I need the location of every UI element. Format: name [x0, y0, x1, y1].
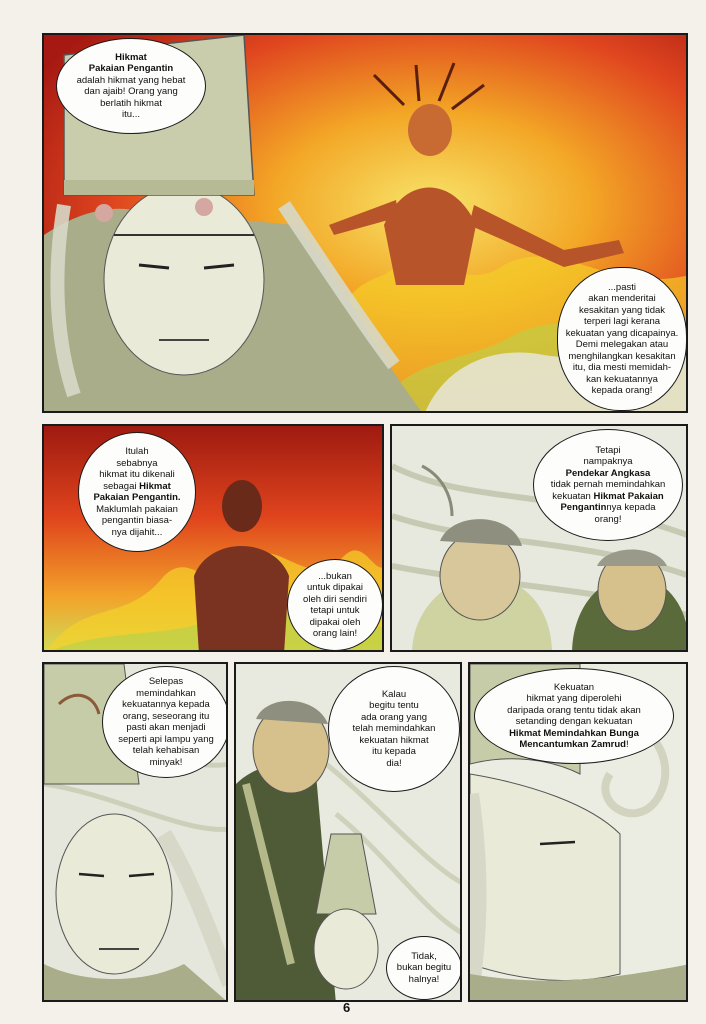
- bubble-text: [103, 481, 171, 493]
- burning-monk-head: [222, 480, 262, 532]
- bubble-text: halnya!: [408, 973, 440, 985]
- bubble-text-bold: Mencantumkan Zamrud: [519, 739, 626, 750]
- bubble-text: minyak!: [149, 756, 183, 768]
- burning-figure-head: [408, 104, 452, 156]
- bubble-text: Kekuatan: [553, 681, 595, 693]
- speech-bubble-p4: [102, 666, 228, 778]
- bubble-text: kekuatannya kepada: [122, 699, 210, 710]
- bubble-text: itu...: [122, 109, 140, 120]
- bubble-text: Tidak,: [411, 950, 437, 962]
- old-man-face-small: [314, 909, 378, 989]
- bubble-text: pasti akan menjadi: [126, 722, 206, 733]
- bubble-text: tidak pernah memindahkan: [550, 479, 666, 491]
- bubble-text: ada orang yang: [360, 711, 428, 723]
- speech-bubble-p3: [533, 429, 683, 541]
- bubble-text: Hikmat: [115, 51, 147, 63]
- bubble-text: Hikmat Memindahkan Bunga: [509, 727, 639, 739]
- bubble-text: terperi lagi kerana: [583, 316, 661, 327]
- bubble-text: Selepas: [148, 676, 184, 687]
- bubble-text: kan kekuatannya: [586, 373, 658, 385]
- panel-3: [390, 424, 688, 652]
- bubble-text: nampaknya: [583, 456, 633, 468]
- bubble-text-part: nya kepada: [606, 502, 656, 514]
- bubble-text: kekuatan hikmat: [359, 734, 429, 746]
- man-left-face: [440, 532, 520, 620]
- bubble-text: akan menderitai: [588, 293, 656, 304]
- bubble-text: seperti api lampu yang: [118, 733, 214, 745]
- speech-bubble-p5-bottom: [386, 936, 462, 1000]
- bubble-text: menghilangkan kesakitan: [568, 350, 676, 362]
- bubble-text: [552, 491, 663, 503]
- bubble-text: hikmat yang diperolehi: [526, 693, 622, 704]
- bubble-text: hikmat itu dikenali: [99, 469, 175, 480]
- bubble-text: nya dijahit...: [111, 526, 163, 538]
- old-man-hair: [470, 794, 478, 994]
- bubble-text: Pendekar Angkasa: [565, 467, 651, 479]
- bubble-text-part: sebagai: [103, 480, 137, 492]
- bubble-text: Kalau: [381, 688, 407, 700]
- bubble-text: Demi melegakan atau: [575, 339, 669, 350]
- bubble-text-bold: Pengantin: [560, 502, 607, 514]
- bubble-text: berlatih hikmat: [100, 97, 162, 109]
- bubble-text: daripada orang tentu tidak akan: [507, 704, 641, 716]
- bubble-text: Pakaian Pengantin.: [93, 492, 181, 503]
- bubble-text: orang!: [594, 513, 622, 525]
- speech-bubble-p2-top: [78, 432, 196, 552]
- bubble-text: begitu tentu: [369, 700, 419, 712]
- bubble-text: untuk dipakai: [307, 582, 363, 593]
- bubble-text: Tetapi: [595, 444, 621, 456]
- speech-bubble-p1-left: [56, 38, 206, 134]
- bubble-text: adalah hikmat yang hebat: [76, 74, 186, 86]
- bubble-text: kepada orang!: [591, 385, 653, 396]
- panel-5: [234, 662, 462, 1002]
- bubble-text: dia!: [386, 757, 402, 769]
- bubble-text: bukan begitu: [396, 962, 452, 974]
- bubble-text: orang lain!: [312, 628, 358, 639]
- bubble-text-bold: Hikmat: [139, 480, 171, 492]
- bubble-text-part: kekuatan: [552, 490, 591, 502]
- page-number: 6: [343, 1000, 351, 1015]
- panel-4: [42, 662, 228, 1002]
- bubble-text: ...pasti: [608, 281, 636, 293]
- bubble-text: Pakaian Pengantin: [88, 63, 174, 74]
- bubble-text: itu kepada: [372, 746, 416, 758]
- bubble-text: sebabnya: [116, 457, 158, 469]
- bubble-text: tetapi untuk: [310, 605, 360, 616]
- bubble-text: [519, 739, 628, 751]
- bubble-text: memindahkan: [136, 687, 196, 699]
- bubble-text: orang, seseorang itu: [122, 710, 210, 722]
- speech-bubble-p1-right: [557, 267, 687, 411]
- forehead-mark-right: [195, 198, 213, 216]
- bubble-text: oleh diri sendiri: [303, 593, 367, 605]
- speech-bubble-p2-bottom: [287, 559, 383, 651]
- bubble-text: setanding dengan kekuatan: [515, 716, 633, 727]
- bubble-text: Maklumlah pakaian: [96, 503, 178, 515]
- forehead-mark-left: [95, 204, 113, 222]
- bubble-text: itu, dia mesti memidah-: [572, 362, 672, 373]
- bubble-text: kesakitan yang tidak: [578, 304, 666, 316]
- old-man-face: [104, 185, 264, 375]
- burning-monk-body: [194, 546, 289, 652]
- bubble-text: [560, 502, 655, 514]
- panel-6: [468, 662, 688, 1002]
- bubble-text: dipakai oleh: [309, 616, 361, 628]
- bubble-text: pengantin biasa-: [101, 515, 173, 526]
- bubble-text: kekuatan yang dicapainya.: [565, 327, 679, 339]
- panel-2: [42, 424, 384, 652]
- bubble-text-part: !: [626, 739, 629, 750]
- bubble-text: ...bukan: [318, 570, 352, 582]
- bubble-text: dan ajaib! Orang yang: [84, 86, 178, 97]
- speech-bubble-p6: [474, 668, 674, 764]
- bubble-text: Itulah: [125, 446, 149, 457]
- bubble-text: telah memindahkan: [352, 723, 436, 735]
- panel-1: [42, 33, 688, 413]
- speech-bubble-p5-top: [328, 666, 460, 792]
- bubble-text: telah kehabisan: [132, 745, 200, 756]
- bubble-text-bold: Hikmat Pakaian: [593, 490, 664, 502]
